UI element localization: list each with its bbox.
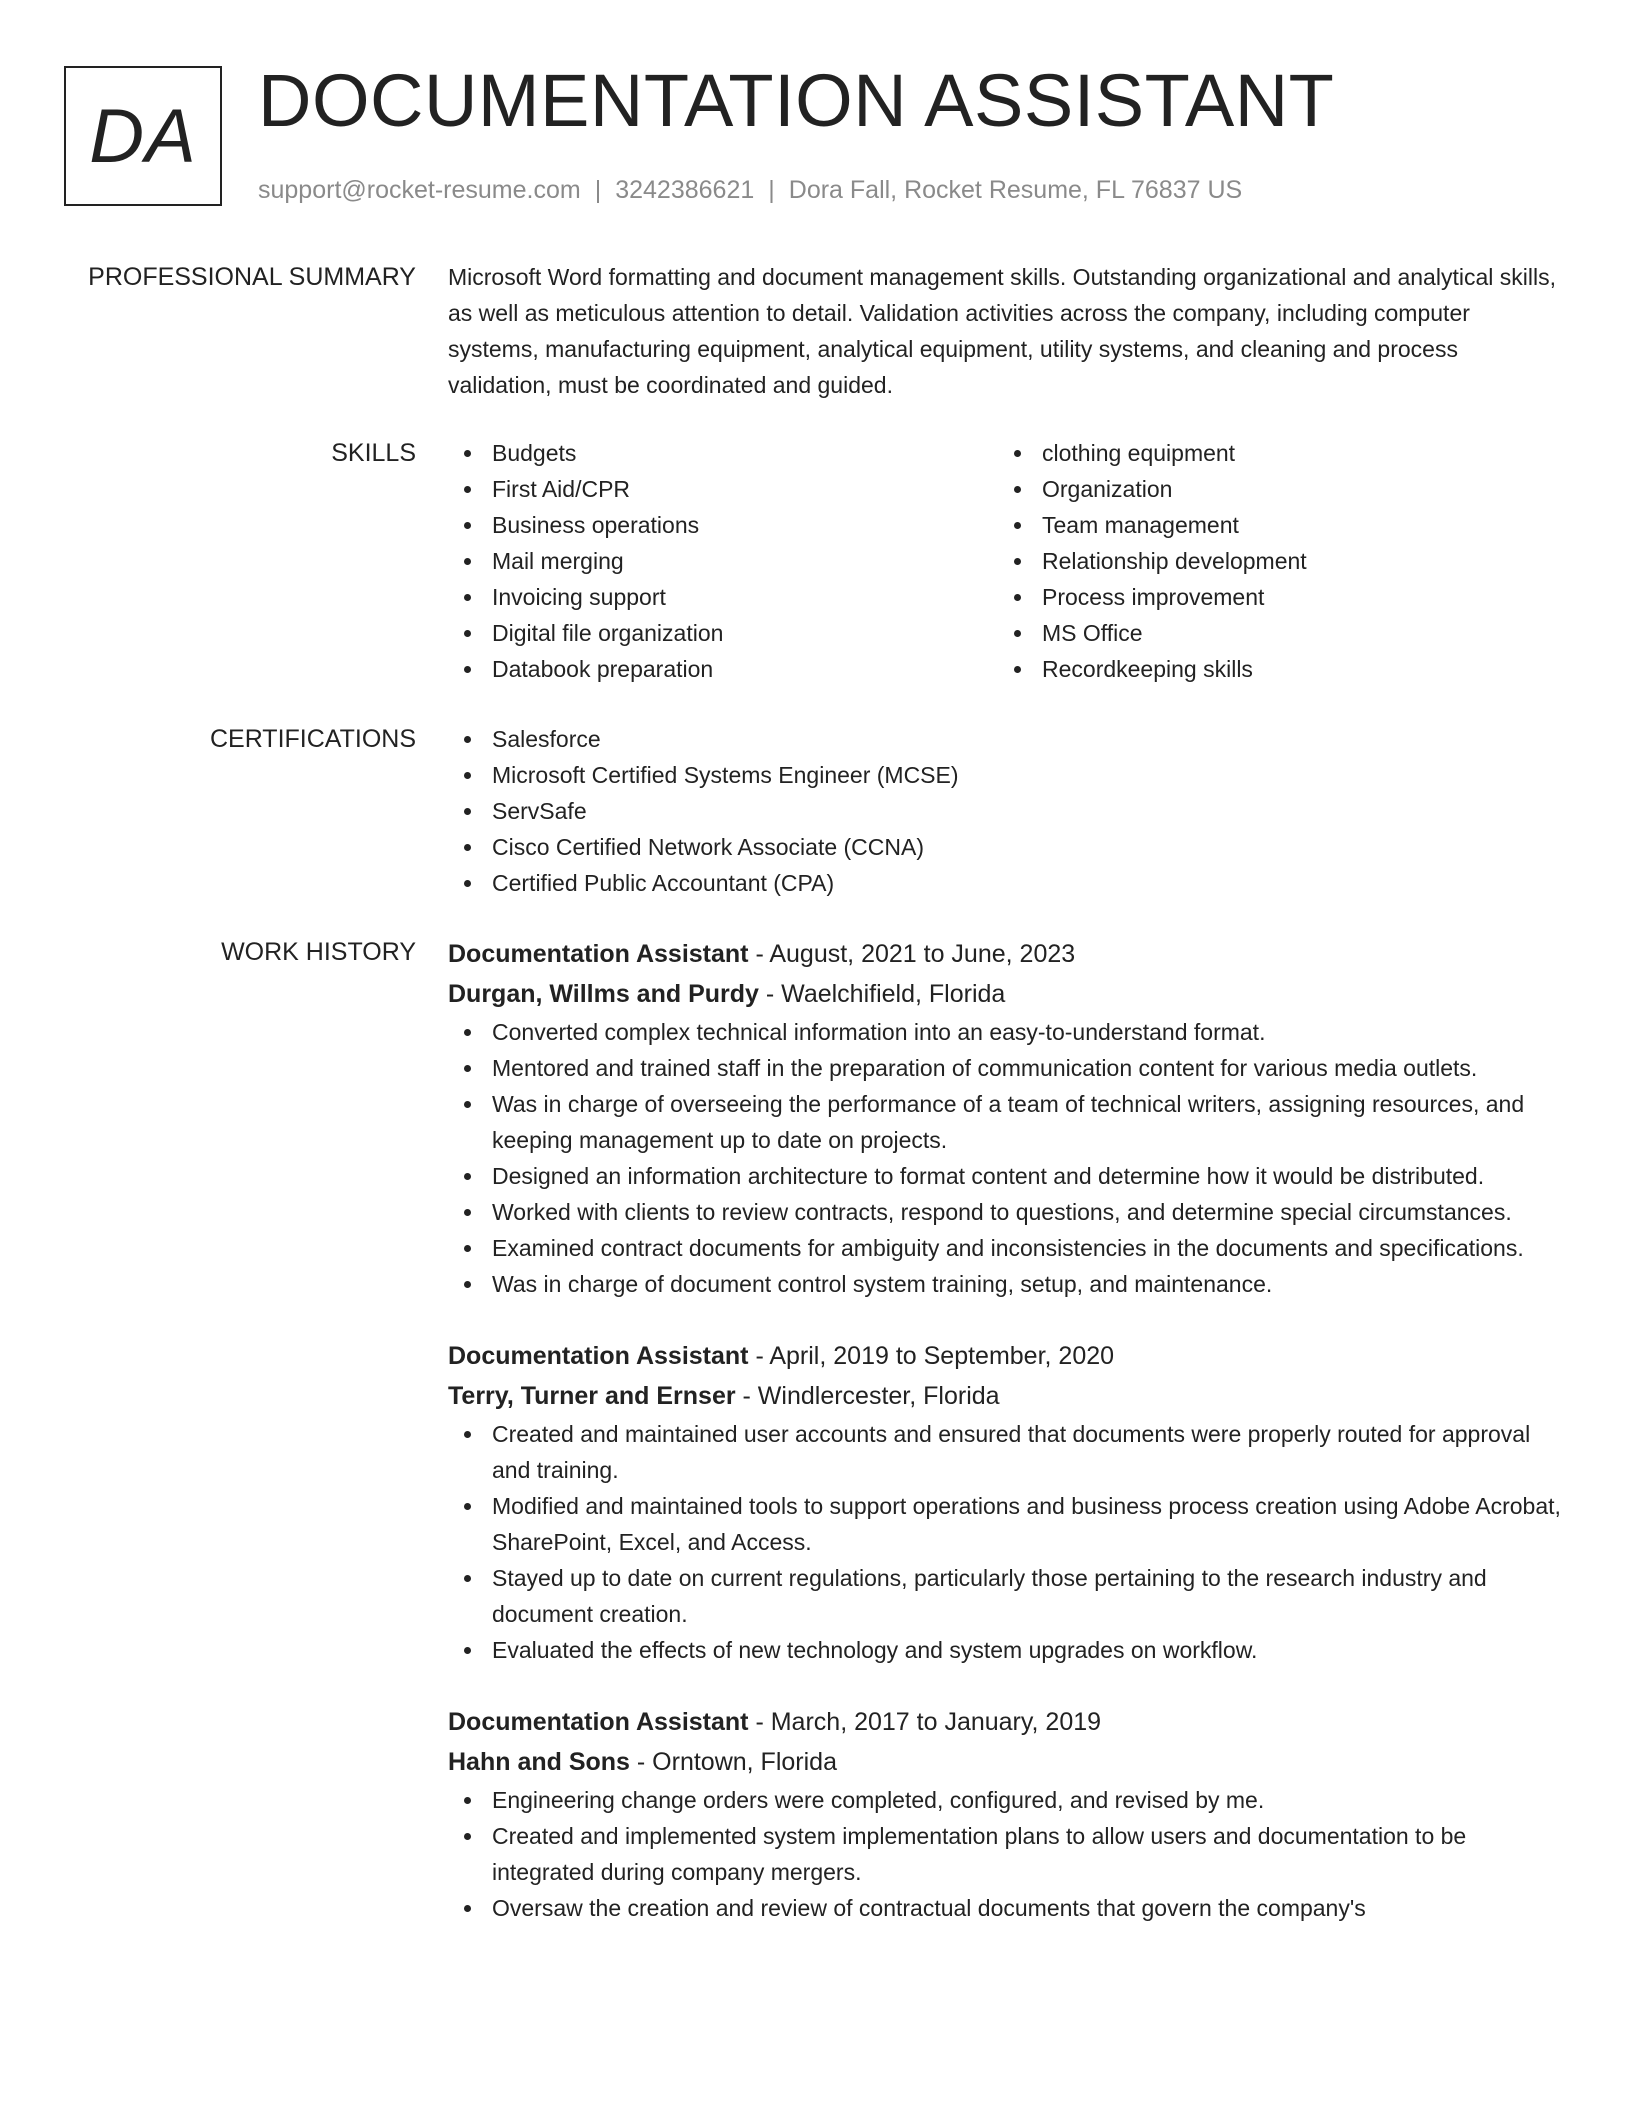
list-item: Created and maintained user accounts and ensured that documents were properly routed for approval and training. <box>448 1416 1564 1488</box>
section-label-certifications: CERTIFICATIONS <box>209 725 416 753</box>
contact-line <box>258 174 1242 206</box>
job-bullet-list <box>448 1782 1564 1926</box>
job-entry <box>448 1336 1564 1668</box>
section-label-skills: SKILLS <box>331 439 416 467</box>
contact-separator: | <box>594 176 602 204</box>
section-label-summary: PROFESSIONAL SUMMARY <box>88 263 416 291</box>
page-title: DOCUMENTATION ASSISTANT <box>258 59 1335 142</box>
certifications-list <box>448 721 1564 901</box>
list-item: Digital file organization <box>448 615 998 651</box>
job-company-line <box>448 1742 1564 1782</box>
certifications-body <box>448 721 1564 901</box>
job-company-line <box>448 974 1564 1014</box>
contact-address: Dora Fall, Rocket Resume, FL 76837 US <box>788 176 1243 204</box>
monogram-box: DA <box>64 66 222 206</box>
skills-list-left <box>448 435 998 687</box>
summary-text: Microsoft Word formatting and document management skills. Outstanding organizational and analytical skills, as well as meticulous attention to detail. Validation activities across the company, including computer systems, manufacturing equipment, analytical equipment, utility systems, and cleaning and process validation, must be coordinated and guided. <box>448 264 1556 398</box>
list-item: Designed an information architecture to format content and determine how it would be distributed. <box>448 1158 1564 1194</box>
list-item: Engineering change orders were completed, configured, and revised by me. <box>448 1782 1564 1818</box>
list-item: Evaluated the effects of new technology and system upgrades on workflow. <box>448 1632 1564 1668</box>
list-item: Modified and maintained tools to support operations and business process creation using Adobe Acrobat, SharePoint, Excel, and Access. <box>448 1488 1564 1560</box>
list-item: Process improvement <box>998 579 1548 615</box>
job-company: Terry, Turner and Ernser <box>448 1382 736 1410</box>
job-location: - Orntown, Florida <box>629 1748 837 1776</box>
list-item: Converted complex technical information into an easy-to-understand format. <box>448 1014 1564 1050</box>
list-item: ServSafe <box>448 793 1564 829</box>
list-item: Was in charge of document control system training, setup, and maintenance. <box>448 1266 1564 1302</box>
list-item: Created and implemented system implementation plans to allow users and documentation to be integrated during company mergers. <box>448 1818 1564 1890</box>
job-title-line <box>448 1336 1564 1376</box>
job-entry <box>448 934 1564 1302</box>
list-item: Certified Public Accountant (CPA) <box>448 865 1564 901</box>
list-item: Recordkeeping skills <box>998 651 1548 687</box>
list-item: Organization <box>998 471 1548 507</box>
contact-email: support@rocket-resume.com <box>258 176 581 204</box>
list-item: Worked with clients to review contracts, respond to questions, and determine special circumstances. <box>448 1194 1564 1230</box>
job-company-line <box>448 1376 1564 1416</box>
job-bullet-list <box>448 1014 1564 1302</box>
list-item: Budgets <box>448 435 998 471</box>
list-item: Relationship development <box>998 543 1548 579</box>
list-item: Databook preparation <box>448 651 998 687</box>
job-company: Hahn and Sons <box>448 1748 630 1776</box>
contact-phone: 3242386621 <box>615 176 755 204</box>
job-dates: - April, 2019 to September, 2020 <box>748 1342 1115 1370</box>
list-item: MS Office <box>998 615 1548 651</box>
job-title-line <box>448 934 1564 974</box>
job-bullet-list <box>448 1416 1564 1668</box>
job-entry <box>448 1702 1564 1926</box>
list-item: clothing equipment <box>998 435 1548 471</box>
list-item: Oversaw the creation and review of contractual documents that govern the company's <box>448 1890 1564 1926</box>
list-item: Was in charge of overseeing the performance of a team of technical writers, assigning resources, and keeping management up to date on projects. <box>448 1086 1564 1158</box>
list-item: First Aid/CPR <box>448 471 998 507</box>
job-title: Documentation Assistant <box>448 1708 749 1736</box>
contact-separator: | <box>768 176 775 204</box>
job-dates: - August, 2021 to June, 2023 <box>748 940 1076 968</box>
section-label-work-history: WORK HISTORY <box>221 938 416 966</box>
skills-body <box>448 435 1564 687</box>
job-location: - Waelchifield, Florida <box>758 980 1006 1008</box>
list-item: Mentored and trained staff in the preparation of communication content for various media outlets. <box>448 1050 1564 1086</box>
job-company: Durgan, Willms and Purdy <box>448 980 759 1008</box>
job-title: Documentation Assistant <box>448 940 749 968</box>
list-item: Team management <box>998 507 1548 543</box>
job-location: - Windlercester, Florida <box>735 1382 1000 1410</box>
skills-list-right <box>998 435 1548 687</box>
list-item: Microsoft Certified Systems Engineer (MCSE) <box>448 757 1564 793</box>
list-item: Mail merging <box>448 543 998 579</box>
list-item: Cisco Certified Network Associate (CCNA) <box>448 829 1564 865</box>
list-item: Invoicing support <box>448 579 998 615</box>
job-title-line <box>448 1702 1564 1742</box>
list-item: Salesforce <box>448 721 1564 757</box>
job-dates: - March, 2017 to January, 2019 <box>748 1708 1102 1736</box>
work-history-body <box>448 934 1564 1926</box>
list-item: Stayed up to date on current regulations, particularly those pertaining to the research industry and document creation. <box>448 1560 1564 1632</box>
list-item: Business operations <box>448 507 998 543</box>
list-item: Examined contract documents for ambiguity and inconsistencies in the documents and specifications. <box>448 1230 1564 1266</box>
job-title: Documentation Assistant <box>448 1342 749 1370</box>
